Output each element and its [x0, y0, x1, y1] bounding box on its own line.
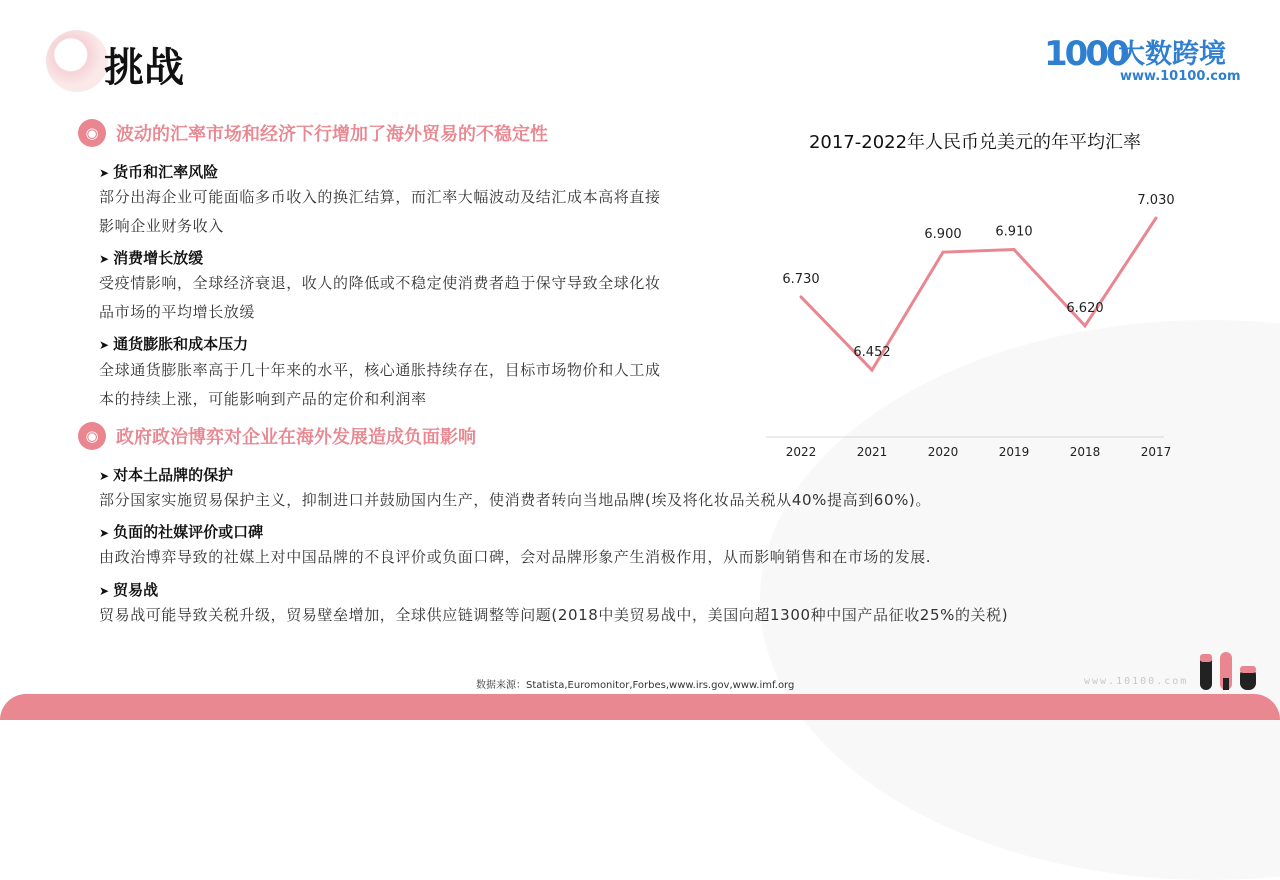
page-title: 挑战	[104, 45, 184, 91]
arrow-icon: ➤	[99, 338, 110, 352]
data-source: 数据来源：Statista,Euromonitor,Forbes,www.irs.gov,www.imf.org	[476, 680, 795, 691]
watermark: www.10100.com	[1084, 676, 1189, 687]
arrow-icon: ➤	[99, 526, 110, 540]
paragraph-line: 受疫情影响，全球经济衰退，收人的降低或不稳定使消费者趋于保守导致全球化妆	[99, 274, 661, 292]
sub-heading-text: 货币和汇率风险	[113, 163, 219, 181]
mascot-figures	[1196, 650, 1260, 692]
sub-heading	[99, 161, 218, 182]
arrow-icon: ➤	[99, 469, 110, 483]
arrow-icon: ➤	[99, 584, 110, 598]
paragraph-line: 本的持续上涨，可能影响到产品的定价和利润率	[99, 390, 427, 408]
data-label: 6.730	[782, 271, 820, 287]
paragraph-line: 全球通货膨胀率高于几十年来的水平，核心通胀持续存在，目标市场物价和人工成	[99, 361, 661, 379]
globe-icon: ◉	[78, 422, 106, 450]
sub-heading	[99, 333, 248, 354]
paragraph	[99, 183, 661, 241]
paragraph-line: 贸易战可能导致关税升级，贸易壁垒增加，全球供应链调整等问题(2018中美贸易战中，美国向超1300种中国产品征收25%的关税)	[99, 606, 1009, 624]
sub-heading	[99, 247, 203, 268]
sub-heading	[99, 464, 233, 485]
data-point	[942, 251, 945, 254]
sub-heading-text: 消费增长放缓	[113, 249, 204, 267]
paragraph-line: 影响企业财务收入	[99, 217, 224, 235]
x-tick-label: 2021	[856, 445, 888, 459]
sub-heading-text: 贸易战	[113, 581, 159, 599]
x-tick-label: 2022	[785, 445, 817, 459]
arrow-icon: ➤	[99, 166, 110, 180]
paragraph-line: 部分国家实施贸易保护主义，抑制进口并鼓励国内生产，使消费者转向当地品牌(埃及将化妆品关税从40%提高到60%)。	[99, 491, 931, 509]
sub-heading-text: 对本土品牌的保护	[113, 466, 234, 484]
section-title: 波动的汇率市场和经济下行增加了海外贸易的不稳定性	[116, 124, 548, 145]
data-point	[871, 369, 874, 372]
sub-heading	[99, 579, 158, 600]
paragraph-line: 由政治博弈导致的社媒上对中国品牌的不良评价或负面口碑，会对品牌形象产生消极作用，从而影响销售和在市场的发展.	[99, 548, 932, 566]
data-label: 6.620	[1066, 300, 1104, 316]
data-point	[1155, 217, 1158, 220]
paragraph	[99, 356, 661, 414]
sub-heading-text: 通货膨胀和成本压力	[113, 335, 249, 353]
logo-name: 大数跨境	[1118, 39, 1226, 70]
paragraph	[99, 269, 661, 327]
paragraph	[99, 601, 1008, 630]
section-title: 政府政治博弈对企业在海外发展造成负面影响	[116, 427, 476, 448]
sub-heading-text: 负面的社媒评价或口碑	[113, 523, 264, 541]
decorative-ring	[46, 30, 108, 92]
paragraph	[99, 543, 931, 572]
x-tick-label: 2018	[1069, 445, 1101, 459]
section-header	[78, 422, 476, 450]
logo-url: www.10100.com	[1120, 69, 1241, 84]
data-label: 6.452	[853, 345, 891, 360]
x-tick-label: 2020	[927, 445, 959, 459]
section-header	[78, 119, 548, 147]
arrow-icon: ➤	[99, 252, 110, 266]
data-point	[1013, 248, 1016, 251]
sub-heading	[99, 521, 263, 542]
data-label: 6.900	[924, 227, 962, 243]
globe-icon: ◉	[78, 119, 106, 147]
brand-logo[interactable]	[1044, 32, 1254, 92]
data-point	[800, 295, 803, 298]
x-tick-label: 2019	[998, 445, 1030, 459]
data-label: 6.910	[995, 224, 1033, 240]
data-point	[1084, 324, 1087, 327]
paragraph	[99, 486, 931, 515]
chart-title: 2017-2022年人民币兑美元的年平均汇率	[808, 132, 1142, 153]
exchange-rate-line-chart	[760, 170, 1210, 470]
x-tick-label: 2017	[1140, 445, 1172, 459]
paragraph-line: 品市场的平均增长放缓	[99, 303, 256, 321]
data-label: 7.030	[1137, 193, 1175, 208]
paragraph-line: 部分出海企业可能面临多币收入的换汇结算，而汇率大幅波动及结汇成本高将直接	[99, 188, 661, 206]
footer-bar	[0, 694, 1280, 720]
logo-mark: 1000	[1044, 34, 1127, 74]
